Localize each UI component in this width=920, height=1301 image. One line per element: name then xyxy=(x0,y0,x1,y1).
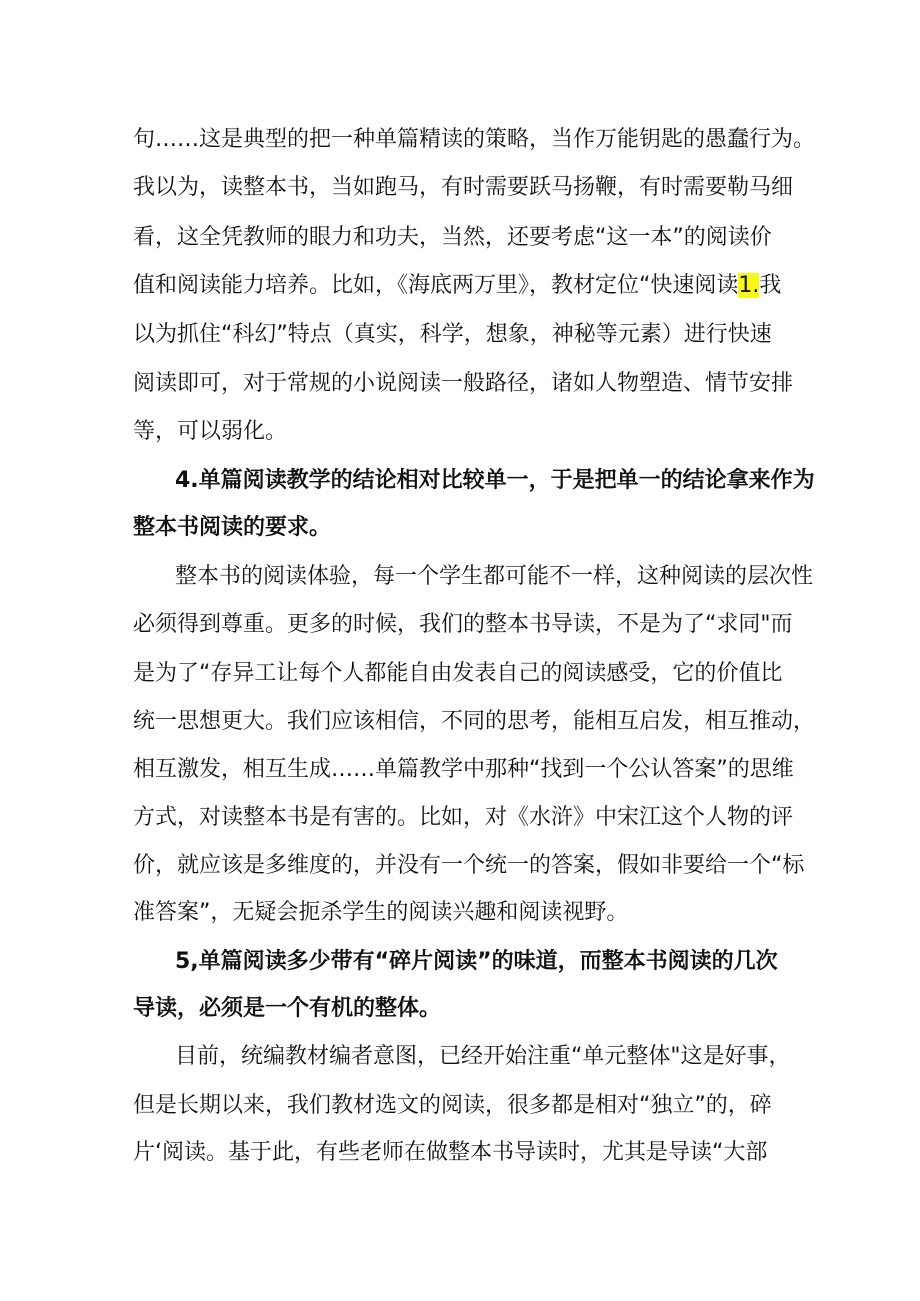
body-text-line: 等，可以弱化。 xyxy=(133,419,288,444)
body-text-line: 目前，统编教材编者意图，已经开始注重“单元整体"这是好事， xyxy=(175,1044,791,1069)
highlighted-marker: 1. xyxy=(738,273,760,298)
body-text-line: 以为抓住“科幻”特点（真实，科学，想象，神秘等元素）进行快速 xyxy=(133,322,772,347)
section-heading-line: 整本书阅读的要求。 xyxy=(133,515,332,540)
section-heading-line: 5,单篇阅读多少带有“碎片阅读”的味道，而整本书阅读的几次 xyxy=(175,949,778,974)
body-text-line: 相互激发，相互生成……单篇教学中那种“找到一个公认答案”的思维 xyxy=(133,757,794,782)
body-text-line: 准答案”，无疑会扼杀学生的阅读兴趣和阅读视野。 xyxy=(133,900,629,925)
body-text-line: 但是长期以来，我们教材选文的阅读，很多都是相对“独立”的，碎 xyxy=(133,1093,772,1118)
body-text-line: 句……这是典型的把一种单篇精读的策略，当作万能钥匙的愚蠢行为。 xyxy=(133,127,816,152)
section-heading-line: 4.单篇阅读教学的结论相对比较单一，于是把单一的结论拿来作为 xyxy=(175,468,815,493)
body-text-line: 统一思想更大。我们应该相信，不同的思考，能相互启发，相互推动， xyxy=(133,709,816,734)
body-text-line: 价，就应该是多维度的，并没有一个统一的答案，假如非要给一个“标 xyxy=(133,853,805,878)
body-text-line: 整本书的阅读体验，每一个学生都可能不一样，这种阅读的层次性 xyxy=(175,564,814,589)
body-text-line: 我以为，读整本书，当如跑马，有时需要跃马扬鞭，有时需要勒马细 xyxy=(133,175,794,200)
body-text-line: 阅读即可，对于常规的小说阅读一般路径，诸如人物塑造、情节安排 xyxy=(133,371,794,396)
body-text: 值和阅读能力培养。比如，《海底两万里》，教材定位“快速阅读 xyxy=(133,273,739,298)
section-heading-line: 导读，必须是一个有机的整体。 xyxy=(133,996,442,1021)
body-text: 我 xyxy=(759,273,782,298)
body-text-line: 是为了“存异工让每个人都能自由发表自己的阅读感受，它的价值比 xyxy=(133,661,783,686)
body-text-line: 看，这全凭教师的眼力和功夫，当然，还要考虑“这一本”的阅读价 xyxy=(133,225,772,250)
body-text-line: 片‘阅读。基于此，有些老师在做整本书导读时，尤其是导读“大部 xyxy=(133,1140,768,1165)
body-text-line: 必须得到尊重。更多的时候，我们的整本书导读，不是为了“求同"而 xyxy=(133,612,793,637)
body-text-line xyxy=(133,266,781,306)
body-text-line: 方式，对读整本书是有害的。比如，对《水浒》中宋江这个人物的评 xyxy=(133,805,794,830)
